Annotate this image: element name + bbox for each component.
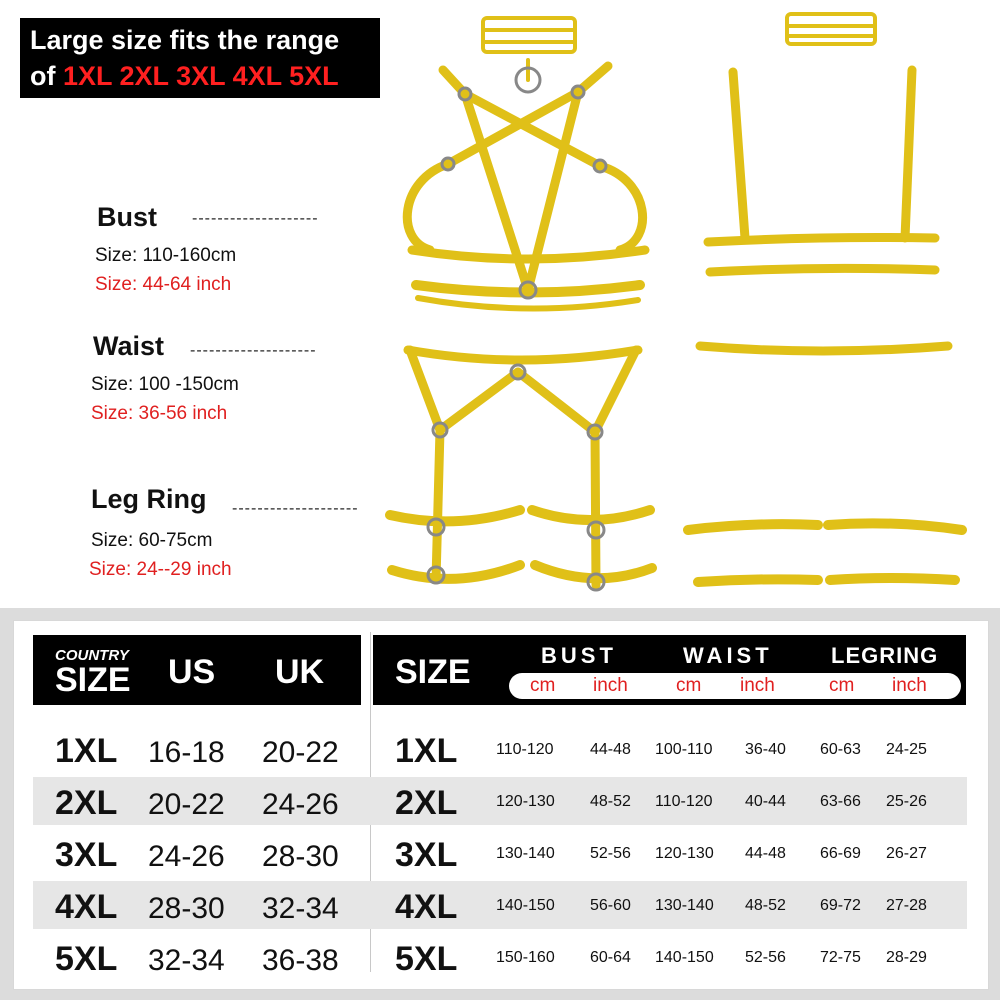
banner-sizes: 1XL 2XL 3XL 4XL 5XL	[63, 61, 339, 91]
bust-title: Bust	[97, 202, 157, 232]
row2-uk: 24-26	[262, 788, 339, 821]
row3-size-right: 3XL	[395, 836, 458, 874]
row2-waist-inch: 40-44	[745, 793, 786, 810]
leg-ring-size-inch: Size: 24--29 inch	[89, 559, 232, 580]
row2-waist-cm: 110-120	[655, 793, 713, 810]
row5-waist-cm: 140-150	[655, 949, 714, 966]
row1-leg-cm: 60-63	[820, 741, 861, 758]
row1-waist-inch: 36-40	[745, 741, 786, 758]
bust-size-cm: Size: 110-160cm	[95, 245, 237, 266]
row3-us: 24-26	[148, 840, 225, 873]
row5-leg-cm: 72-75	[820, 949, 861, 966]
bust-dash-line: --------------------	[192, 210, 319, 227]
row5-size-left: 5XL	[55, 940, 118, 978]
row3-leg-cm: 66-69	[820, 845, 861, 862]
row2-us: 20-22	[148, 788, 225, 821]
header-size: SIZE	[55, 661, 131, 699]
header-legring: LEGRING	[831, 643, 939, 668]
row5-bust-inch: 60-64	[590, 949, 631, 966]
row4-bust-inch: 56-60	[590, 897, 631, 914]
header-us: US	[168, 653, 216, 691]
row1-waist-cm: 100-110	[655, 741, 713, 758]
row5-uk: 36-38	[262, 944, 339, 977]
row4-size-right: 4XL	[395, 888, 458, 926]
waist-dash-line: --------------------	[190, 342, 317, 359]
row1-bust-cm: 110-120	[496, 741, 554, 758]
leg-ring-title: Leg Ring	[91, 484, 207, 514]
unit-bust-inch: inch	[593, 675, 628, 696]
row4-us: 28-30	[148, 892, 225, 925]
row1-bust-inch: 44-48	[590, 741, 631, 758]
unit-leg-inch: inch	[892, 675, 927, 696]
row4-bust-cm: 140-150	[496, 897, 555, 914]
row3-uk: 28-30	[262, 840, 339, 873]
row2-size-left: 2XL	[55, 784, 118, 822]
header-size-right: SIZE	[395, 653, 471, 691]
header-uk: UK	[275, 653, 325, 691]
row2-leg-cm: 63-66	[820, 793, 861, 810]
row4-waist-cm: 130-140	[655, 897, 714, 914]
row4-size-left: 4XL	[55, 888, 118, 926]
bust-size-inch: Size: 44-64 inch	[95, 274, 232, 295]
row5-us: 32-34	[148, 944, 225, 977]
row3-bust-cm: 130-140	[496, 845, 555, 862]
row4-leg-inch: 27-28	[886, 897, 927, 914]
row2-size-right: 2XL	[395, 784, 458, 822]
row1-us: 16-18	[148, 736, 225, 769]
row3-bust-inch: 52-56	[590, 845, 631, 862]
row1-leg-inch: 24-25	[886, 741, 927, 758]
unit-waist-inch: inch	[740, 675, 775, 696]
row5-leg-inch: 28-29	[886, 949, 927, 966]
unit-leg-cm: cm	[829, 675, 855, 696]
unit-bust-cm: cm	[530, 675, 556, 696]
leg-ring-dash-line: --------------------	[232, 500, 359, 517]
row2-bust-inch: 48-52	[590, 793, 631, 810]
row5-waist-inch: 52-56	[745, 949, 786, 966]
row1-size-right: 1XL	[395, 732, 458, 770]
row5-size-right: 5XL	[395, 940, 458, 978]
row2-leg-inch: 25-26	[886, 793, 927, 810]
row3-size-left: 3XL	[55, 836, 118, 874]
row3-leg-inch: 26-27	[886, 845, 927, 862]
row4-leg-cm: 69-72	[820, 897, 861, 914]
row2-bust-cm: 120-130	[496, 793, 555, 810]
row5-bust-cm: 150-160	[496, 949, 555, 966]
header-waist: WAIST	[683, 643, 773, 668]
row4-uk: 32-34	[262, 892, 339, 925]
row4-waist-inch: 48-52	[745, 897, 786, 914]
banner-line1: Large size fits the range	[30, 25, 340, 55]
unit-waist-cm: cm	[676, 675, 702, 696]
waist-size-cm: Size: 100 -150cm	[91, 374, 239, 395]
row3-waist-cm: 120-130	[655, 845, 714, 862]
leg-ring-size-cm: Size: 60-75cm	[91, 530, 213, 551]
row1-size-left: 1XL	[55, 732, 118, 770]
header-country: COUNTRY	[55, 647, 129, 664]
row1-uk: 20-22	[262, 736, 339, 769]
country-size-header	[33, 635, 361, 705]
row3-waist-inch: 44-48	[745, 845, 786, 862]
waist-size-inch: Size: 36-56 inch	[91, 403, 228, 424]
waist-title: Waist	[93, 331, 165, 361]
banner-of: of	[30, 61, 56, 91]
header-bust: BUST	[541, 643, 617, 668]
